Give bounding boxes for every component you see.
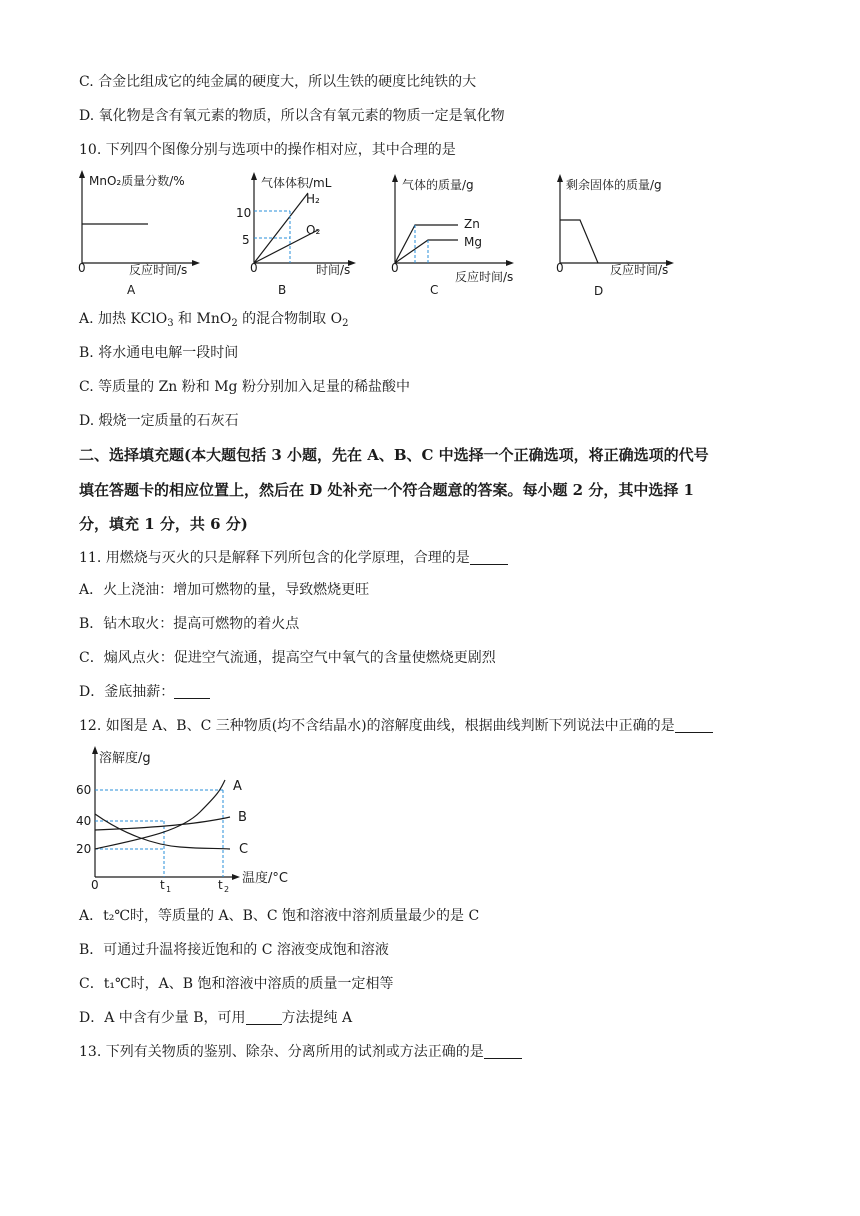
question-10-graphs bbox=[0, 168, 860, 298]
subscript: 2 bbox=[342, 318, 349, 329]
option-text: 的混合物制取 O bbox=[237, 311, 343, 327]
option-text: D．A 中含有少量 B，可用 bbox=[79, 1010, 246, 1026]
option-text: D．釜底抽薪： bbox=[79, 684, 175, 700]
graph-b-o2: O₂ bbox=[306, 223, 321, 237]
ytick-20: 20 bbox=[76, 842, 92, 856]
answer-blank[interactable] bbox=[246, 1010, 282, 1025]
graph-c-zn: Zn bbox=[464, 217, 480, 231]
graph-b-h2: H₂ bbox=[306, 192, 320, 206]
graph-b bbox=[236, 172, 356, 297]
question-text: 13. 下列有关物质的鉴别、除杂、分离所用的试剂或方法正确的是 bbox=[79, 1044, 484, 1060]
graph-b-y5: 5 bbox=[242, 233, 250, 247]
option-d-oxide: D. 氧化物是含有氧元素的物质，所以含有氧元素的物质一定是氧化物 bbox=[79, 108, 505, 124]
question-10-option-a bbox=[79, 309, 348, 334]
ytick-40: 40 bbox=[76, 814, 92, 828]
question-12-option-c: C．t₁℃时，A、B 饱和溶液中溶质的质量一定相等 bbox=[79, 976, 394, 992]
graph-a-origin: 0 bbox=[78, 261, 86, 275]
tick-t1: t bbox=[160, 878, 165, 892]
question-11-stem bbox=[79, 548, 508, 568]
graph-d-caption: D bbox=[594, 284, 604, 298]
question-13-stem bbox=[79, 1042, 522, 1062]
chart-origin: 0 bbox=[91, 878, 99, 892]
label-b: B bbox=[238, 810, 247, 825]
question-10-option-c: C. 等质量的 Zn 粉和 Mg 粉分别加入足量的稀盐酸中 bbox=[79, 379, 410, 395]
question-10-option-b: B. 将水通电电解一段时间 bbox=[79, 345, 239, 361]
ytick-60: 60 bbox=[76, 783, 92, 797]
tick-t2-sub: 2 bbox=[224, 885, 230, 894]
subscript: 2 bbox=[231, 318, 238, 329]
graph-b-caption: B bbox=[278, 283, 287, 297]
graph-d-origin: 0 bbox=[556, 261, 564, 275]
graph-d-ylabel: 剩余固体的质量/g bbox=[566, 178, 662, 192]
question-12-option-d bbox=[79, 1008, 352, 1028]
graph-a bbox=[78, 170, 200, 297]
graph-c-mg: Mg bbox=[464, 235, 482, 249]
chart-ylabel: 溶解度/g bbox=[99, 751, 151, 766]
label-a: A bbox=[233, 779, 242, 794]
graph-d bbox=[556, 174, 674, 298]
subscript: 3 bbox=[167, 318, 174, 329]
section-2-heading-line1: 二、选择填充题(本大题包括 3 小题，先在 A、B、C 中选择一个正确选项，将正确选项的代号 bbox=[79, 446, 709, 464]
question-11-option-a: A．火上浇油：增加可燃物的量，导致燃烧更旺 bbox=[79, 582, 370, 598]
graph-b-origin: 0 bbox=[250, 261, 258, 275]
graph-b-y10: 10 bbox=[236, 206, 252, 220]
tick-t1-sub: 1 bbox=[166, 885, 172, 894]
tick-t2: t bbox=[218, 878, 223, 892]
graph-c-caption: C bbox=[430, 283, 439, 297]
graph-b-xlabel: 时间/s bbox=[316, 263, 351, 277]
graph-c-xlabel: 反应时间/s bbox=[455, 270, 514, 284]
question-12-option-b: B．可通过升温将接近饱和的 C 溶液变成饱和溶液 bbox=[79, 942, 389, 958]
question-12-option-a: A．t₂℃时，等质量的 A、B、C 饱和溶液中溶剂质量最少的是 C bbox=[79, 908, 480, 924]
option-text: 和 MnO bbox=[173, 311, 232, 327]
chart-xlabel: 温度/°C bbox=[242, 871, 288, 886]
graph-a-caption: A bbox=[127, 283, 136, 297]
graph-a-ylabel: MnO₂质量分数/% bbox=[89, 174, 185, 188]
question-11-option-c: C．煽风点火：促进空气流通，提高空气中氧气的含量使燃烧更剧烈 bbox=[79, 650, 496, 666]
solubility-chart bbox=[70, 740, 370, 900]
curve-b bbox=[95, 817, 230, 830]
graph-d-xlabel: 反应时间/s bbox=[610, 263, 669, 277]
question-10-stem: 10. 下列四个图像分别与选项中的操作相对应，其中合理的是 bbox=[79, 142, 456, 158]
label-c: C bbox=[239, 842, 249, 857]
question-11-option-b: B．钻木取火：提高可燃物的着火点 bbox=[79, 616, 300, 632]
answer-blank[interactable] bbox=[484, 1044, 522, 1059]
question-text: 11. 用燃烧与灭火的只是解释下列所包含的化学原理，合理的是 bbox=[79, 550, 470, 566]
graph-a-xlabel: 反应时间/s bbox=[129, 263, 188, 277]
answer-blank[interactable] bbox=[174, 684, 210, 699]
curve-c bbox=[95, 814, 230, 849]
graph-c bbox=[391, 174, 514, 297]
question-10-option-d: D. 煅烧一定质量的石灰石 bbox=[79, 413, 239, 429]
question-12-stem bbox=[79, 716, 713, 736]
answer-blank[interactable] bbox=[470, 550, 508, 565]
graph-c-ylabel: 气体的质量/g bbox=[402, 178, 474, 192]
question-11-option-d bbox=[79, 682, 210, 702]
option-c-alloy: C. 合金比组成它的纯金属的硬度大，所以生铁的硬度比纯铁的大 bbox=[79, 74, 477, 90]
option-text: A. 加热 KClO bbox=[79, 311, 168, 327]
answer-blank[interactable] bbox=[675, 718, 713, 733]
question-text: 12. 如图是 A、B、C 三种物质(均不含结晶水)的溶解度曲线，根据曲线判断下列说法中正确的是 bbox=[79, 718, 675, 734]
option-text: 方法提纯 A bbox=[281, 1010, 353, 1026]
graph-c-origin: 0 bbox=[391, 261, 399, 275]
graph-b-ylabel: 气体体积/mL bbox=[261, 176, 332, 190]
section-2-heading-line3: 分，填充 1 分，共 6 分) bbox=[79, 515, 248, 533]
section-2-heading-line2: 填在答题卡的相应位置上，然后在 D 处补充一个符合题意的答案。每小题 2 分，其中选择 1 bbox=[79, 481, 694, 499]
